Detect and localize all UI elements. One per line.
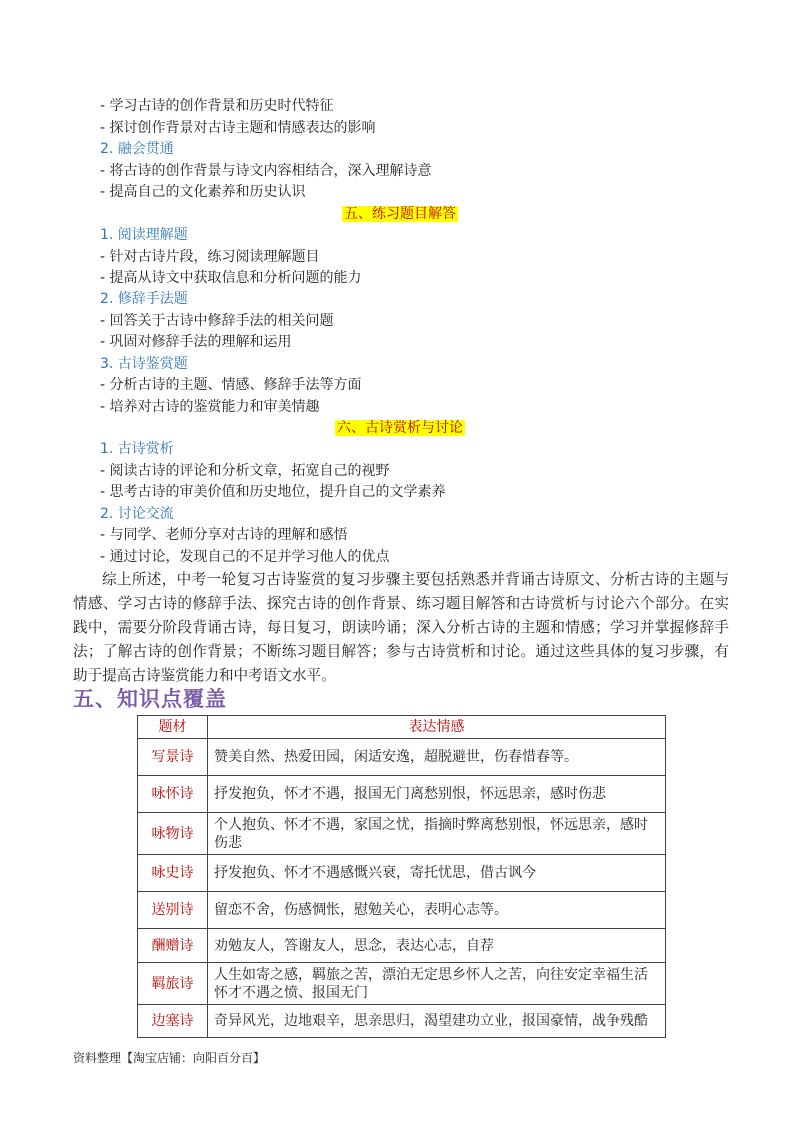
genre-cell: 送别诗 (138, 892, 208, 929)
list-item: - 思考古诗的审美价值和历史地位，提升自己的文学素养 (100, 484, 446, 500)
list-item: - 提高从诗文中获取信息和分析问题的能力 (100, 270, 362, 286)
emotion-cell: 劝勉友人，答谢友人，思念，表达心志，自荐 (208, 929, 666, 963)
genre-cell: 咏物诗 (138, 813, 208, 855)
list-item: - 分析古诗的主题、情感、修辞手法等方面 (100, 377, 362, 393)
list-item: - 学习古诗的创作背景和历史时代特征 (100, 98, 334, 114)
table-header-row (138, 716, 666, 739)
list-item: - 回答关于古诗中修辞手法的相关问题 (100, 313, 334, 329)
genre-cell: 酬赠诗 (138, 929, 208, 963)
emotion-cell: 赞美自然、热爱田园，闲适安逸，超脱避世，伤春惜春等。 (208, 739, 666, 776)
emotion-cell: 抒发抱负、怀才不遇感慨兴衰，寄托忧思，借古讽今 (208, 855, 666, 892)
column-header: 题材 (138, 716, 208, 739)
emotion-cell: 奇异风光，边地艰辛，思亲思归，渴望建功立业，报国豪情，战争残酷 (208, 1005, 666, 1038)
knowledge-heading: 五、知识点覆盖 (73, 687, 227, 711)
list-item: - 与同学、老师分享对古诗的理解和感悟 (100, 527, 348, 543)
emotion-cell: 个人抱负、怀才不遇，家国之忧，指摘时弊离愁别恨，怀远思亲，感时伤悲 (208, 813, 666, 855)
genre-cell: 边塞诗 (138, 1005, 208, 1038)
emotion-cell: 人生如寄之感，羁旅之苦，漂泊无定思乡怀人之苦，向往安定幸福生活怀才不遇之愤、报国无门 (208, 963, 666, 1005)
emotion-cell: 抒发抱负，怀才不遇，报国无门离愁别恨，怀远思亲，感时伤悲 (208, 776, 666, 813)
list-item: - 通过讨论，发现自己的不足并学习他人的优点 (100, 549, 390, 565)
column-header: 表达情感 (208, 716, 666, 739)
footer-note: 资料整理【淘宝店铺：向阳百分百】 (73, 1051, 266, 1065)
list-item: - 探讨创作背景对古诗主题和情感表达的影响 (100, 120, 376, 136)
section-heading: 五、练习题目解答 (344, 206, 456, 222)
list-item: - 巩固对修辞手法的理解和运用 (100, 334, 292, 350)
table-row (138, 813, 666, 855)
table-row (138, 855, 666, 892)
subheading: 3. 古诗鉴赏题 (100, 356, 188, 372)
genre-cell: 写景诗 (138, 739, 208, 776)
table-row (138, 963, 666, 1005)
list-item: - 针对古诗片段，练习阅读理解题目 (100, 249, 320, 265)
section-heading: 六、古诗赏析与讨论 (337, 420, 463, 436)
genre-cell: 羁旅诗 (138, 963, 208, 1005)
genre-cell: 咏史诗 (138, 855, 208, 892)
list-item: - 将古诗的创作背景与诗文内容相结合，深入理解诗意 (100, 163, 432, 179)
knowledge-table (137, 715, 666, 1038)
list-item: - 培养对古诗的鉴赏能力和审美情趣 (100, 399, 320, 415)
table-row (138, 892, 666, 929)
table-row (138, 739, 666, 776)
genre-cell: 咏怀诗 (138, 776, 208, 813)
subheading: 1. 古诗赏析 (100, 441, 174, 457)
table-row (138, 1005, 666, 1038)
summary-paragraph: 综上所述，中考一轮复习古诗鉴赏的复习步骤主要包括熟悉并背诵古诗原文、分析古诗的主题与情感、学习古诗的修辞手法、探究古诗的创作背景、练习题目解答和古诗赏析与讨论六个部分。在实践中，需要分阶段背诵古诗，每日复习，朗读吟诵；深入分析古诗的主题和情感；学习并掌握修辞手法；了解古诗的创作背景；不断练习题目解答；参与古诗赏析和讨论。通过这些具体的复习步骤，有助于提高古诗鉴赏能力和中考语文水平。 (73, 571, 729, 684)
table-row (138, 929, 666, 963)
table-row (138, 776, 666, 813)
subheading: 2. 讨论交流 (100, 506, 174, 522)
subheading: 1. 阅读理解题 (100, 227, 188, 243)
emotion-cell: 留恋不舍，伤感惆怅，慰勉关心，表明心志等。 (208, 892, 666, 929)
list-item: - 提高自己的文化素养和历史认识 (100, 184, 306, 200)
subheading: 2. 融会贯通 (100, 141, 174, 157)
list-item: - 阅读古诗的评论和分析文章，拓宽自己的视野 (100, 463, 390, 479)
subheading: 2. 修辞手法题 (100, 291, 188, 307)
